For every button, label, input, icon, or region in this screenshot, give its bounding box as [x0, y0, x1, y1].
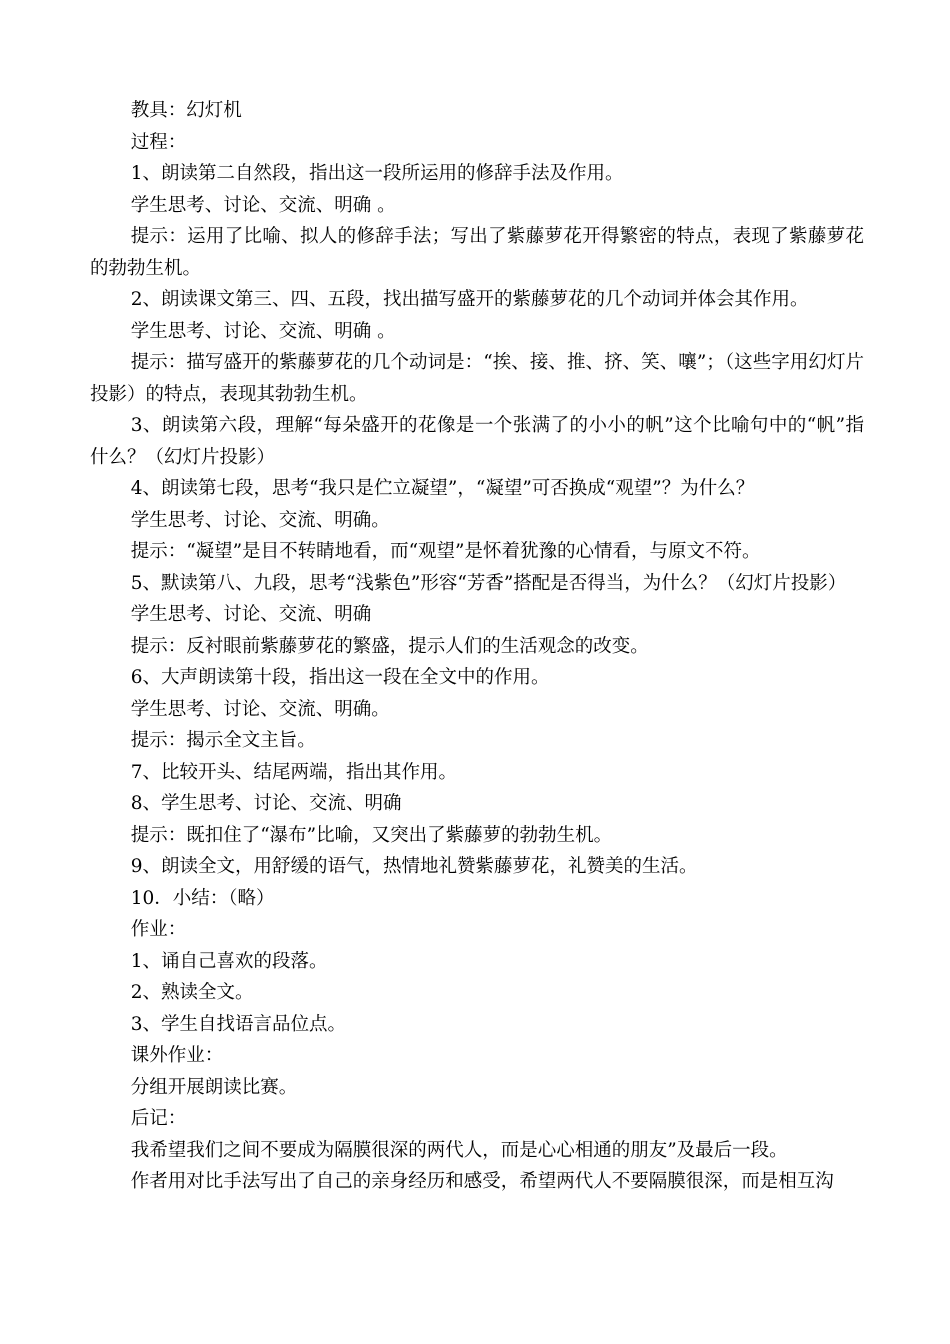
document-body: [90, 95, 864, 1198]
paragraph-student-discussion: 学生思考、讨论、交流、明确: [130, 604, 372, 625]
paragraph-step-8: 8、学生思考、讨论、交流、明确: [130, 793, 402, 814]
paragraph-step-2: 2、朗读课文第三、四、五段，找出描写盛开的紫藤萝花的几个动词并体会其作用。: [130, 289, 809, 310]
paragraph-student-discussion: 学生思考、讨论、交流、明确。: [130, 698, 390, 720]
paragraph-postscript-heading: 后记：: [130, 1108, 187, 1129]
paragraph-homework-item: 2、熟读全文。: [130, 982, 254, 1003]
paragraph-summary: 10．小结：（略）: [130, 887, 275, 909]
paragraph-postscript-text: 作者用对比手法写出了自己的亲身经历和感受，希望两代人不要隔膜很深，而是相互沟: [130, 1171, 834, 1192]
paragraph-step-9: 9、朗读全文，用舒缓的语气，热情地礼赞紫藤萝花，礼赞美的生活。: [130, 856, 698, 877]
paragraph-postscript-text: 我希望我们之间不要成为隔膜很深的两代人，而是心心相通的朋友”及最后一段。: [130, 1139, 788, 1161]
paragraph-homework-item: 3、学生自找语言品位点。: [130, 1013, 346, 1035]
paragraph-homework-heading: 作业：: [130, 919, 187, 940]
paragraph-hint: 提示：揭示全文主旨。: [130, 730, 316, 751]
paragraph-extra-homework-item: 分组开展朗读比赛。: [130, 1076, 298, 1098]
paragraph-homework-item: 1、诵自己喜欢的段落。: [130, 950, 328, 972]
paragraph-teaching-aids: 教具：幻灯机: [130, 100, 242, 121]
paragraph-hint: 提示：描写盛开的紫藤萝花的几个动词是：“挨、接、推、挤、笑、嚷”；（这些字用幻灯片投影）的特点，表现其勃勃生机。: [90, 352, 864, 405]
paragraph-hint: 提示：“凝望”是目不转睛地看，而“观望”是怀着犹豫的心情看，与原文不符。: [130, 541, 761, 562]
paragraph-student-discussion: 学生思考、讨论、交流、明确。: [130, 509, 390, 531]
paragraph-hint: 提示：运用了比喻、拟人的修辞手法；写出了紫藤萝花开得繁密的特点，表现了紫藤萝花的勃勃生机。: [90, 226, 864, 279]
paragraph-step-3: 3、朗读第六段，理解“每朵盛开的花像是一个张满了的小小的帆”这个比喻句中的“帆”指什么？（幻灯片投影）: [90, 415, 864, 468]
paragraph-step-6: 6、大声朗读第十段，指出这一段在全文中的作用。: [130, 667, 550, 688]
paragraph-extra-homework-heading: 课外作业：: [130, 1045, 224, 1066]
paragraph-step-7: 7、比较开头、结尾两端，指出其作用。: [130, 761, 457, 783]
paragraph-step-4: 4、朗读第七段，思考“我只是伫立凝望”，“凝望”可否换成“观望”？为什么？: [130, 478, 755, 499]
paragraph-hint: 提示：既扣住了“瀑布”比喻，又突出了紫藤萝的勃勃生机。: [130, 824, 613, 846]
paragraph-step-5: 5、默读第八、九段，思考“浅紫色”形容“芳香”搭配是否得当，为什么？（幻灯片投影）: [130, 572, 847, 594]
paragraph-process-heading: 过程：: [130, 131, 187, 153]
paragraph-student-discussion: 学生思考、讨论、交流、明确 。: [130, 320, 396, 342]
paragraph-step-1: 1、朗读第二自然段，指出这一段所运用的修辞手法及作用。: [130, 163, 624, 184]
paragraph-hint: 提示：反衬眼前紫藤萝花的繁盛，提示人们的生活观念的改变。: [130, 635, 649, 657]
paragraph-student-discussion: 学生思考、讨论、交流、明确 。: [130, 194, 396, 216]
